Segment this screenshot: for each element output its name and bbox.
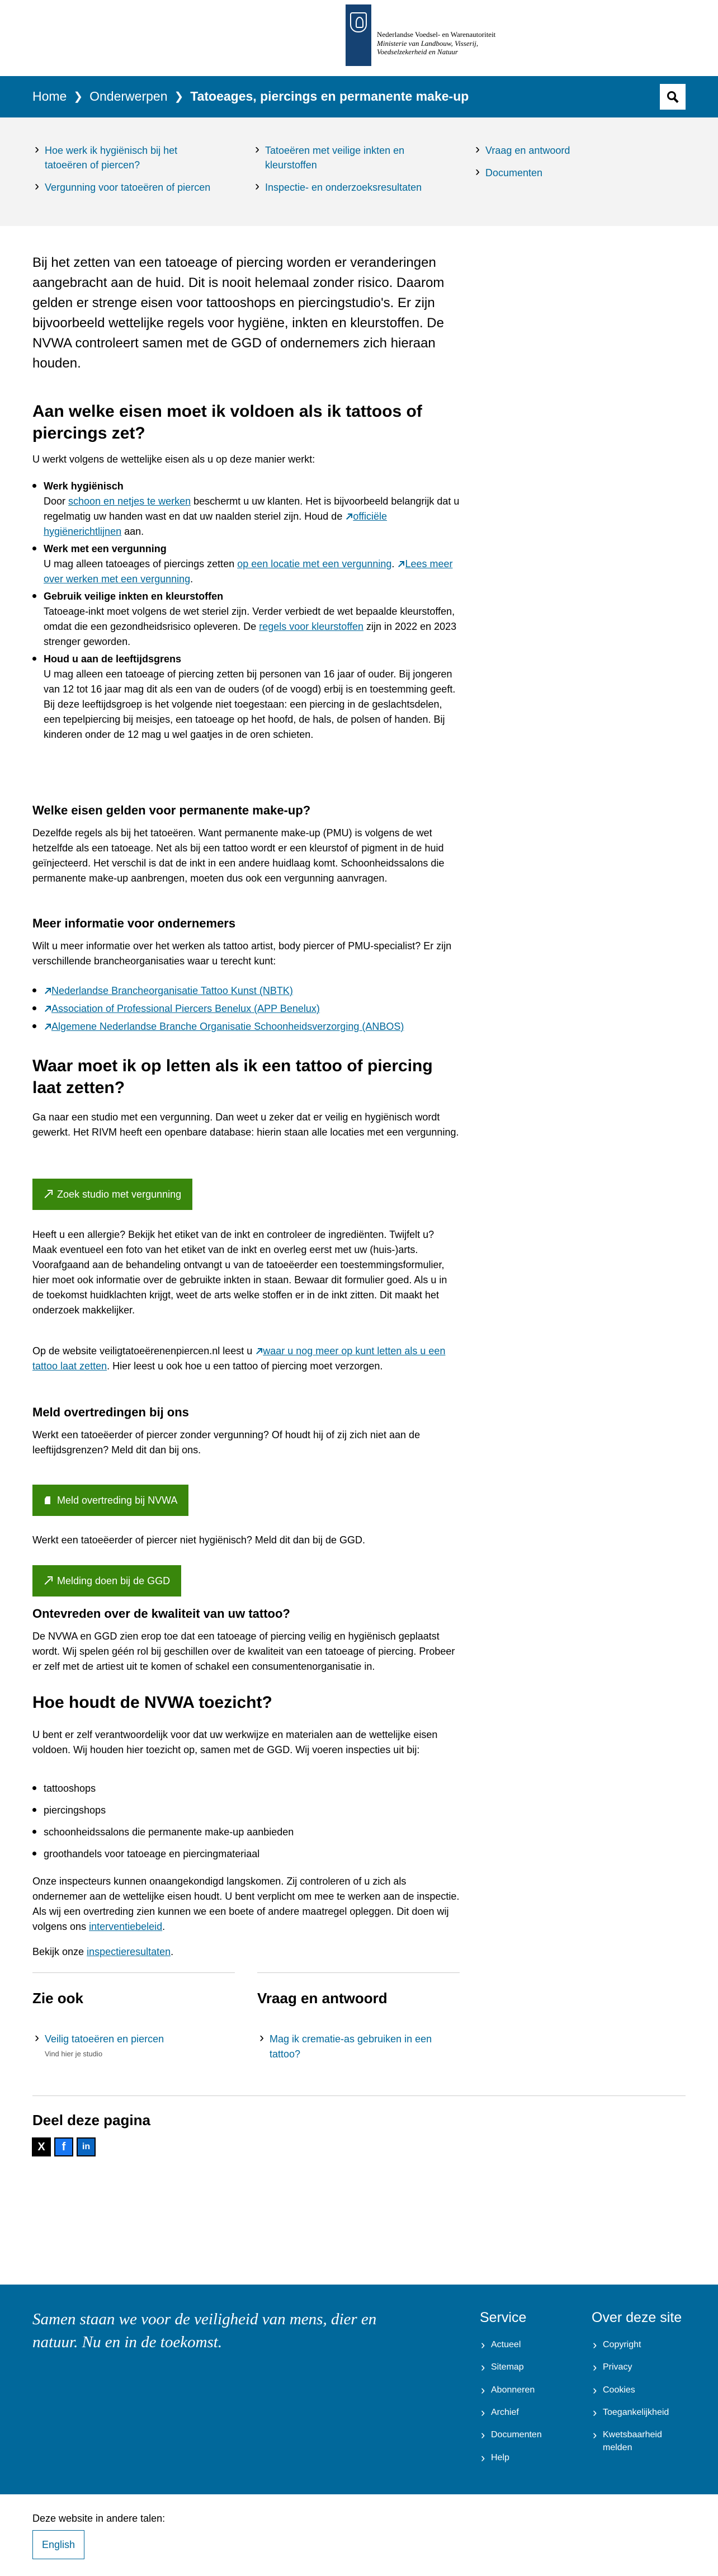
external-link-icon (397, 561, 403, 567)
ggd-text: Werkt een tatoeëerder of piercer niet hygiënisch? Meld dit dan bij de GGD. (32, 1534, 365, 1546)
language-label: Deze website in andere talen: (32, 2513, 166, 2524)
list-item (32, 1001, 460, 1016)
unhappy-title: Ontevreden over de kwaliteit van uw tattoo? (32, 1607, 290, 1621)
app-benelux-link[interactable]: Association of Professional Piercers Benelux (APP Benelux) (51, 1003, 320, 1014)
share-buttons (32, 2138, 95, 2156)
logo-ribbon (346, 4, 371, 66)
hygiene-guidelines-link[interactable]: officiële hygiënerichtlijnen (44, 511, 388, 537)
footer-link[interactable]: › Archief (480, 2407, 580, 2419)
license-info-link[interactable]: Lees meer over werken met een vergunning (44, 558, 453, 585)
footer-about (592, 2307, 687, 2464)
see-also-link[interactable]: › Veilig tatoeëren en piercen (32, 2032, 223, 2047)
footer-link[interactable]: › Sitemap (480, 2361, 580, 2374)
related-section (0, 2026, 718, 2285)
toc-item[interactable]: › Documenten (473, 166, 658, 180)
footer-link[interactable]: › Kwetsbaarheid melden (592, 2429, 687, 2454)
footer-link[interactable]: › Toegankelijkheid (592, 2407, 687, 2419)
site-footer (0, 2285, 718, 2494)
section-title-requirements: Aan welke eisen moet ik voldoen als ik tattoos of piercings zet? (32, 402, 422, 442)
external-arrow-icon (44, 1190, 51, 1198)
logo-text (371, 4, 511, 56)
unhappy-text: De NVWA en GGD zien erop toe dat een tatoeage of piercing veilig en hygiënisch geplaatst wordt. Wij spelen géén rol bij geschillen over de kwaliteit van een tatoeage of piercing. Probeer er zelf met de artiest uit te komen of schakel een consumentenorganisatie in. (32, 1631, 455, 1672)
bullet-title: Werk hygiënisch (44, 481, 124, 492)
divider (32, 2095, 686, 2096)
breadcrumb-topics[interactable]: Onderwerpen (89, 89, 168, 104)
table-of-contents (0, 117, 718, 226)
intervention-policy-link[interactable]: interventiebeleid (89, 1921, 163, 1932)
footer-link[interactable]: › Abonneren (480, 2384, 580, 2396)
info-text: Wilt u meer informatie over het werken als tattoo artist, body piercer of PMU-specialist? Er zijn verschillende brancheorganisaties waar u terecht kunt: (32, 940, 452, 967)
section-title-attention: Waar moet ik op letten als ik een tattoo of piercing laat zetten? (32, 1057, 433, 1097)
search-button[interactable] (660, 84, 686, 110)
report-text: Werkt een tatoeëerder of piercer zonder vergunning? Of houdt hij of zij zich niet aan de leeftijdsgrenzen? Meld dit dan bij ons. (32, 1429, 421, 1456)
supervision-p1: U bent er zelf verantwoordelijk voor dat uw werkwijze en materialen aan de wettelijke eisen voldoen. Wij houden hier toezicht op, samen met de GGD. Wij voeren inspecties uit bij: (32, 1729, 438, 1755)
external-link-icon (44, 988, 50, 994)
ministry-name: Ministerie van Landbouw, Visserij, Voedselzekerheid en Natuur (377, 39, 479, 56)
requirements-lead: U werkt volgens de wettelijke eisen als u op deze manier werkt: (32, 454, 315, 465)
external-link-icon (44, 1024, 50, 1030)
toc-item[interactable]: › Vraag en antwoord (473, 143, 658, 158)
pmu-text: Dezelfde regels als bij het tatoeëren. Want permanente make-up (PMU) is volgens de wet hetzelfde als een tatoeage. Net als bij een tattoo wordt er een kleurstof of pigment in de huid geïnjecteerd. Het verschil is dat de inkt in een andere huidlaag komt. Schoonheidssalons die permanente make-up aanbrengen, moeten dus ook een vergunning aanvragen. (32, 827, 445, 884)
list-item: tattooshops (32, 1781, 460, 1796)
toc-item[interactable]: › Hoe werk ik hygiënisch bij het tatoeëren of piercen? (32, 143, 217, 172)
language-section (0, 2494, 718, 2576)
dye-rules-link[interactable]: regels voor kleurstoffen (259, 621, 364, 632)
list-item: schoonheidssalons die permanente make-up aanbieden (32, 1825, 460, 1840)
toc-item[interactable]: › Vergunning voor tatoeëren of piercen (32, 180, 217, 195)
see-also-title: Zie ook (32, 1990, 84, 2007)
main-content (0, 226, 718, 2026)
toc-column-3 (473, 143, 658, 188)
external-link-icon (255, 1348, 261, 1354)
report-ggd-button[interactable]: Melding doen bij de GGD (32, 1565, 181, 1597)
section-title-supervision: Hoe houdt de NVWA toezicht? (32, 1693, 272, 1712)
find-studio-button[interactable]: Zoek studio met vergunning (32, 1179, 192, 1210)
report-violation-button[interactable]: Meld overtreding bij NVWA (32, 1485, 188, 1516)
divider (32, 1972, 235, 1973)
inspection-results-link[interactable]: inspectieresultaten (87, 1946, 171, 1957)
external-link-icon (345, 514, 351, 520)
site-header (0, 0, 718, 76)
supervision-p3: Bekijk onze inspectieresultaten. (32, 1946, 174, 1957)
attention-p3: Op de website veiligtatoeërenenpiercen.nl leest u waar u nog meer op kunt letten als u een tattoo laat zetten. Hier leest u ook hoe u een tattoo of piercing moet verzorgen. (32, 1345, 446, 1372)
anbos-link[interactable]: Algemene Nederlandse Branche Organisatie Schoonheidsverzorging (ANBOS) (51, 1021, 404, 1032)
info-title: Meer informatie voor ondernemers (32, 916, 236, 930)
footer-link[interactable]: › Actueel (480, 2339, 580, 2351)
chevron-right-icon: ❯ (174, 90, 184, 103)
footer-link[interactable]: › Privacy (592, 2361, 687, 2374)
clean-work-link[interactable]: schoon en netjes te werken (68, 496, 191, 507)
footer-link[interactable]: › Documenten (480, 2429, 580, 2441)
chevron-right-icon: ❯ (73, 90, 83, 103)
attention-p2: Heeft u een allergie? Bekijk het etiket van de inkt en controleer de ingrediënten. Twijfelt u? Maak eventueel een foto van het etiket van de inkt en overleg eerst met uw (huis-)arts. Voorafgaand aan de behandeling ontvangt u van de tatoeëerder een toestemmingsformulier, hier moet ook informatie over de gebruikte inkten in staan. Bewaar dit formulier goed. Als u in de toekomst huidklachten krijgt, weet de arts welke stoffen er in de inkt zitten. Dit maakt het onderzoek makkelijker. (32, 1229, 447, 1316)
supervision-p2: Onze inspecteurs kunnen onaangekondigd langskomen. Zij controleren of u zich als ondernemer aan de wettelijke eisen houdt. U bent verplicht om mee te werken aan de inspectie. Als wij een overtreding zien kunnen we een boete of andere maatregel opleggen. Dit doen wij volgens ons interventiebeleid. (32, 1876, 460, 1932)
external-arrow-icon (44, 1577, 51, 1585)
licensed-location-link[interactable]: op een locatie met een vergunning (237, 558, 392, 569)
list-item (32, 1019, 460, 1034)
footer-link[interactable]: › Cookies (592, 2384, 687, 2396)
pmu-title: Welke eisen gelden voor permanente make-up? (32, 803, 311, 817)
toc-column-2 (253, 143, 437, 202)
footer-about-title: Over deze site (592, 2310, 682, 2325)
external-link-icon (44, 1006, 50, 1012)
see-also-subtitle: Vind hier je studio (45, 2050, 103, 2058)
bullet-title: Gebruik veilige inkten en kleurstoffen (44, 591, 224, 602)
org-name: Nederlandse Voedsel- en Warenautoriteit (377, 30, 496, 39)
bullet-title: Houd u aan de leeftijdsgrens (44, 653, 182, 665)
requirements-list (32, 479, 460, 742)
list-item: Werk hygiënisch Door schoon en netjes te werken beschermt u uw klanten. Het is bijvoorbeeld belangrijk dat u regelmatig uw handen wast en dat uw naalden steriel zijn. Houd de officiële hygiënerichtlijnen aan. (32, 479, 460, 539)
footer-slogan: Samen staan we voor de veiligheid van mens, dier en natuur. Nu en in de toekomst. (32, 2310, 377, 2351)
toc-column-1 (32, 143, 217, 202)
qa-link[interactable]: › Mag ik crematie-as gebruiken in een tattoo? (257, 2032, 447, 2062)
list-item (32, 983, 460, 999)
list-item: groothandels voor tatoeage en piercingmateriaal (32, 1847, 460, 1862)
bullet-title: Werk met een vergunning (44, 543, 167, 554)
footer-service (480, 2307, 580, 2474)
branch-organisations-list (32, 983, 460, 1034)
linkedin-share-icon[interactable]: in (77, 2138, 95, 2156)
nbtk-link[interactable]: Nederlandse Brancheorganisatie Tattoo Kunst (NBTK) (51, 985, 293, 996)
facebook-share-icon[interactable]: f (55, 2138, 73, 2156)
breadcrumb (32, 76, 469, 117)
footer-service-title: Service (480, 2310, 527, 2325)
breadcrumb-current: Tatoeages, piercings en permanente make-up (190, 89, 469, 104)
divider (257, 1972, 460, 1973)
safe-tattoo-link[interactable]: waar u nog meer op kunt letten als u een tattoo laat zetten (32, 1345, 446, 1372)
footer-link[interactable]: › Help (480, 2452, 580, 2464)
english-language-button[interactable]: English (32, 2530, 84, 2559)
report-title: Meld overtredingen bij ons (32, 1405, 189, 1419)
document-icon (44, 1496, 51, 1504)
list-item: Houd u aan de leeftijdsgrens U mag alleen een tatoeage of piercing zetten bij personen van 16 jaar of ouder. Bij jongeren van 12 tot 16 jaar mag dit als een van de ouders (of de voogd) erbij is en toestemming geeft. Bij deze leeftijdsgroep is het volgende niet toegestaan: een piercing in de geslachtsdelen, een tepelpiercing bij meisjes, een tatoeage op het hoofd, de hals, de polsen of handen. Bij kinderen onder de 12 mag u wel gaatjes in de oren schieten. (32, 652, 460, 742)
list-item: piercingshops (32, 1803, 460, 1818)
list-item: Gebruik veilige inkten en kleurstoffen Tatoeage-inkt moet volgens de wet steriel zijn. Verder verbiedt de wet bepaalde kleurstoffen, omdat die een gezondheidsrisico opleveren. De regels voor kleurstoffen zijn in 2022 en 2023 strenger geworden. (32, 589, 460, 649)
list-item: Werk met een vergunning U mag alleen tatoeages of piercings zetten op een locatie met een vergunning. Lees meer over werken met een vergunning. (32, 541, 460, 587)
toc-item[interactable]: › Tatoeëren met veilige inkten en kleurstoffen (253, 143, 437, 172)
nvwa-logo[interactable] (346, 4, 511, 66)
attention-p1: Ga naar een studio met een vergunning. Dan weet u zeker dat er veilig en hygiënisch wordt gewerkt. Het RIVM heeft een openbare database: hierin staan alle locaties met een vergunning. (32, 1112, 459, 1138)
navigation-bar (0, 76, 718, 117)
intro-text: Bij het zetten van een tatoeage of piercing worden er veranderingen aangebracht aan de huid. Dit is nooit helemaal zonder risico. Daarom gelden er strenge eisen voor tattooshops en piercingstudio's. Er zijn bijvoorbeeld wettelijke regels voor hygiëne, inkten en kleurstoffen. De NVWA controleert samen met de GGD of ondernemers zich hieraan houden. (32, 255, 445, 371)
inspection-targets-list (32, 1781, 460, 1862)
toc-item[interactable]: › Inspectie- en onderzoeksresultaten (253, 180, 437, 195)
search-icon (667, 91, 676, 100)
share-title: Deel deze pagina (32, 2112, 150, 2128)
footer-link[interactable]: › Copyright (592, 2339, 687, 2351)
breadcrumb-home[interactable]: Home (32, 89, 67, 104)
x-share-icon[interactable]: X (32, 2138, 50, 2156)
crest-icon (350, 12, 367, 32)
qa-title: Vraag en antwoord (257, 1990, 388, 2007)
